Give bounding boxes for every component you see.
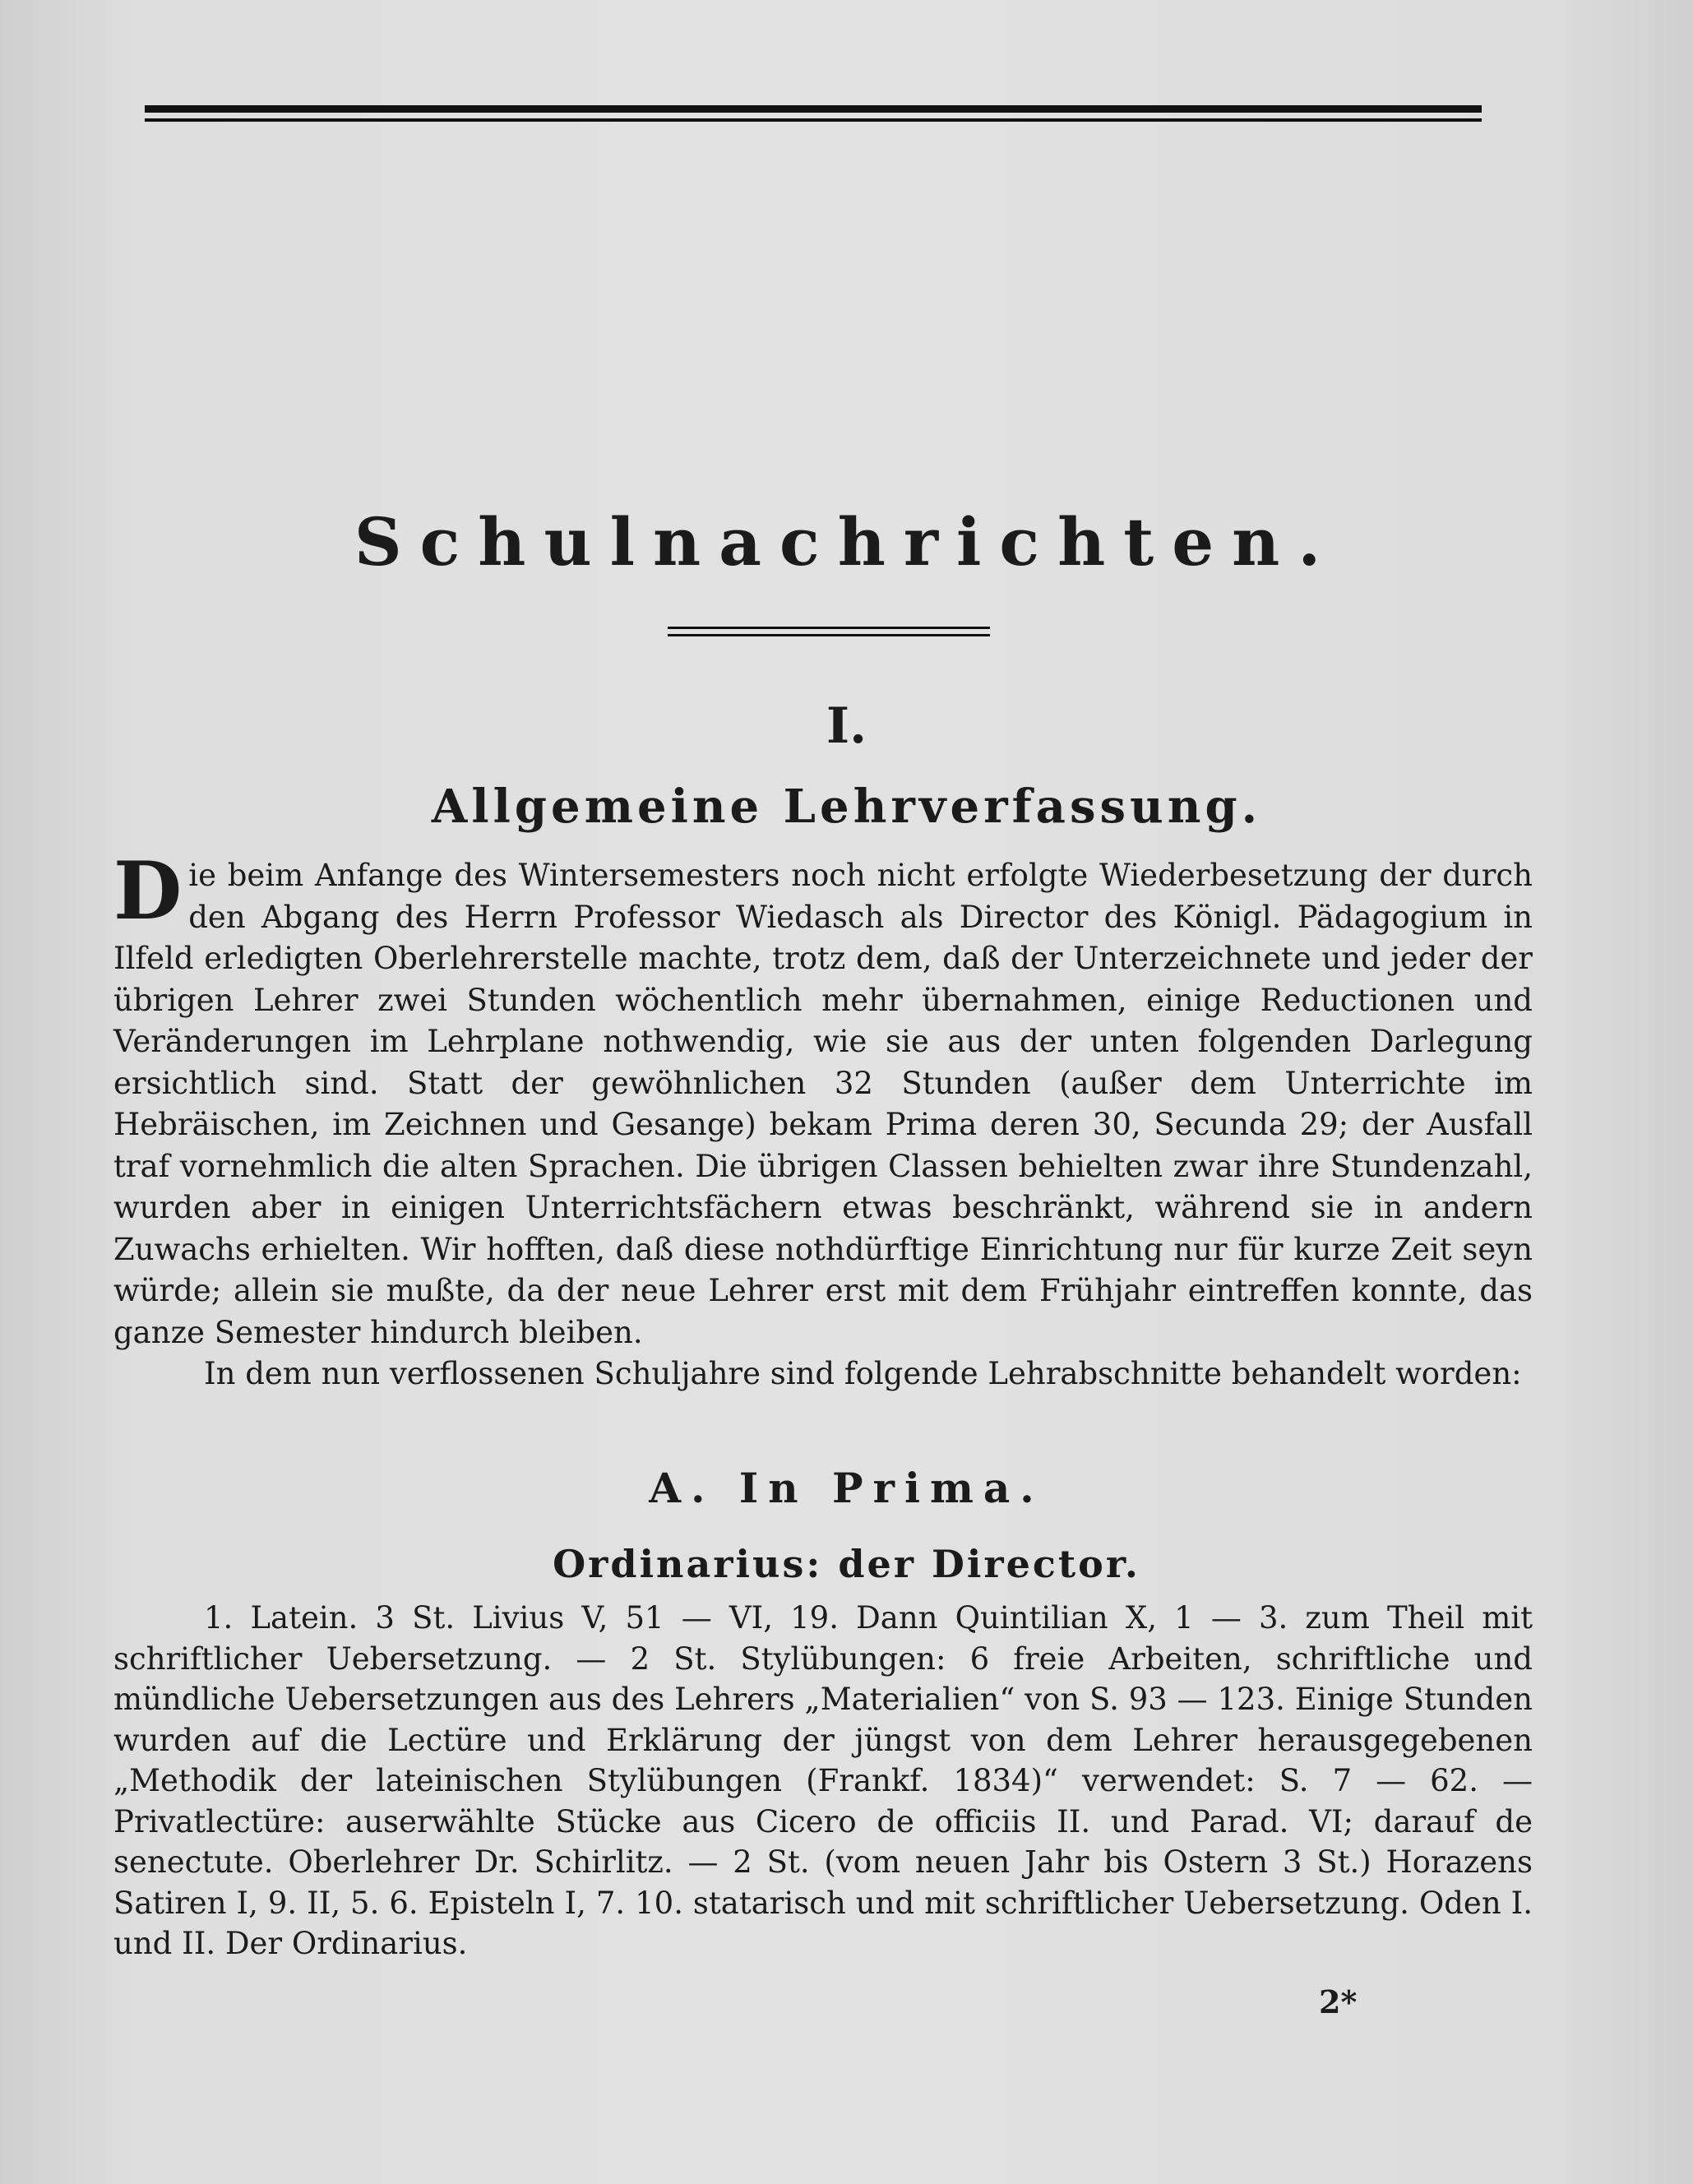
ordinarius-line: Ordinarius: der Director. (553, 1542, 1140, 1586)
page-title: Schulnachrichten. (354, 503, 1339, 581)
title-divider (668, 627, 990, 636)
intro-text (113, 844, 1533, 1395)
intro-paragraph-text: ie beim Anfange des Wintersemesters noch nicht erfolgte Wiederbesetzung der durch den Abgang des Herrn Professor Wiedasch als Director des Königl. Pädagogium in Ilfeld erledigten Oberlehrerstelle machte, trotz dem, daß der Unterzeichnete und jeder der übrigen Lehrer zwei Stunden wöchentlich mehr übernahmen, einige Reductionen und Veränderungen im Lehrplane nothwendig, wie sie aus der unten folgenden Darlegung ersichtlich sind. Statt der gewöhnlichen 32 Stunden (außer dem Unterrichte im Hebräischen, im Zeichnen und Gesange) bekam Prima deren 30, Secunda 29; der Ausfall traf vornehmlich die alten Sprachen. Die übrigen Classen behielten zwar ihre Stundenzahl, wurden aber in einigen Unterrichtsfächern etwas beschränkt, während sie in andern Zuwachs erhielten. Wir hofften, daß diese nothdürftige Einrichtung nur für kurze Zeit seyn würde; allein sie mußte, da der neue Lehrer erst mit dem Frühjahr eintreffen konnte, das ganze Semester hindurch bleiben. (113, 858, 1533, 1350)
drop-cap: D (113, 844, 183, 937)
section-numeral: I. (826, 697, 867, 755)
class-heading: A. In Prima. (649, 1464, 1044, 1512)
section-subtitle: Allgemeine Lehrverfassung. (431, 780, 1262, 834)
latin-section (113, 1598, 1533, 1964)
page-number: 2* (1319, 1983, 1358, 2020)
header-rule (145, 105, 1482, 122)
transition-paragraph: In dem nun verflossenen Schuljahre sind folgende Lehrabschnitte behandelt worden: (204, 1356, 1522, 1391)
latin-paragraph: 1. Latein. 3 St. Livius V, 51 — VI, 19. Dann Quintilian X, 1 — 3. zum Theil mit schriftlicher Uebersetzung. — 2 St. Stylübungen: 6 freie Arbeiten, schriftliche und mündliche Uebersetzungen aus des Lehrers „Materialien“ von S. 93 — 123. Einige Stunden wurden auf die Lectüre und Erklärung der jüngst von dem Lehrer herausgegebenen „Methodik der lateinischen Stylübungen (Frankf. 1834)“ verwendet: S. 7 — 62. — Privatlectüre: auserwählte Stücke aus Cicero de officiis II. und Parad. VI; darauf de senectute. Oberlehrer Dr. Schirlitz. — 2 St. (vom neuen Jahr bis Ostern 3 St.) Horazens Satiren I, 9. II, 5. 6. Episteln I, 7. 10. statarisch und mit schriftlicher Uebersetzung. Oden I. und II. Der Ordinarius. (113, 1600, 1533, 1961)
intro-paragraph (113, 844, 1533, 1353)
